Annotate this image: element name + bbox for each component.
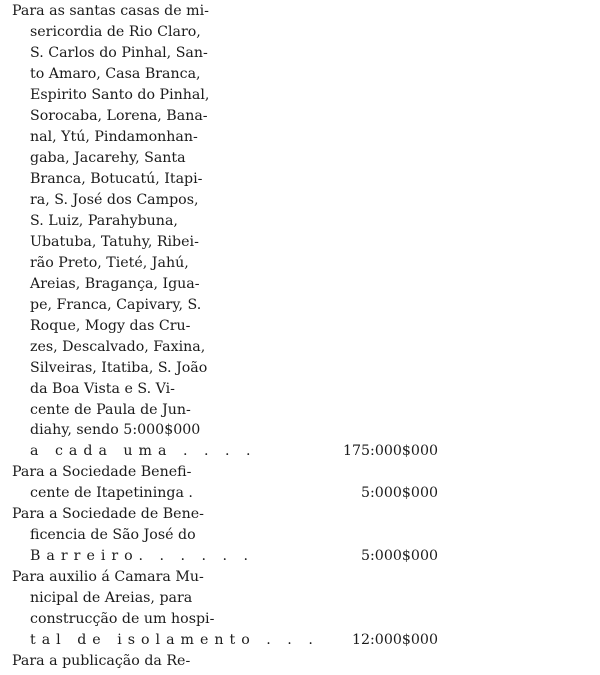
entry-3-line-2: ficencia de São José do xyxy=(30,527,196,543)
entry-1-amount: 175:000$000 xyxy=(342,443,438,459)
entry-1-line-20: cente de Paula de Jun- xyxy=(30,402,191,418)
entry-4-line-4: tal de isolamento . . . xyxy=(30,632,319,648)
entry-4-line-1: Para auxilio á Camara Mu- xyxy=(12,569,204,585)
entry-3-line-3: Barreiro. . . . . . xyxy=(30,548,255,564)
entry-1-line-15: pe, Franca, Capivary, S. xyxy=(30,297,202,313)
entry-3-amount: 5:000$000 xyxy=(361,548,438,564)
entry-1-line-16: Roque, Mogy das Cru- xyxy=(30,318,191,334)
entry-5-line-1: Para a publicação da Re- xyxy=(12,653,191,669)
entry-1-line-22: a cada uma . . . . xyxy=(30,443,257,459)
entry-1-line-11: S. Luiz, Parahybuna, xyxy=(30,213,178,229)
entry-1-line-3: S. Carlos do Pinhal, San- xyxy=(30,45,208,61)
entry-3-line-1: Para a Sociedade de Bene- xyxy=(12,506,204,522)
entry-4-amount: 12:000$000 xyxy=(351,632,438,648)
entry-1-line-12: Ubatuba, Tatuhy, Ribei- xyxy=(30,234,199,250)
entry-1-line-19: da Boa Vista e S. Vi- xyxy=(30,381,175,397)
entry-1-line-21: diahy, sendo 5:000$000 xyxy=(30,422,201,438)
entry-1-line-10: ra, S. José dos Campos, xyxy=(30,192,199,208)
entry-1-line-4: to Amaro, Casa Branca, xyxy=(30,66,201,82)
entry-1-line-2: sericordia de Rio Claro, xyxy=(30,24,201,40)
entry-1-line-6: Sorocaba, Lorena, Bana- xyxy=(30,108,208,124)
entry-4-line-2: nicipal de Areias, para xyxy=(30,590,193,606)
entry-1-line-13: rão Preto, Tieté, Jahú, xyxy=(30,255,189,271)
entry-1-line-9: Branca, Botucatú, Itapi- xyxy=(30,171,203,187)
entry-2-line-2: cente de Itapetininga . xyxy=(30,485,193,501)
entry-1-line-17: zes, Descalvado, Faxina, xyxy=(30,339,206,355)
entry-1-line-1: Para as santas casas de mi- xyxy=(12,3,209,19)
entry-4-line-3: construcção de um hospi- xyxy=(30,611,215,627)
entry-2-line-1: Para a Sociedade Benefi- xyxy=(12,464,192,480)
entry-2-amount: 5:000$000 xyxy=(361,485,438,501)
entry-1-line-8: gaba, Jacarehy, Santa xyxy=(30,150,186,166)
entry-1-line-5: Espirito Santo do Pinhal, xyxy=(30,87,210,103)
entry-1-line-7: nal, Ytú, Pindamonhan- xyxy=(30,129,198,145)
entry-1-line-14: Areias, Bragança, Igua- xyxy=(30,276,200,292)
entry-1-line-18: Silveiras, Itatiba, S. João xyxy=(30,360,208,376)
